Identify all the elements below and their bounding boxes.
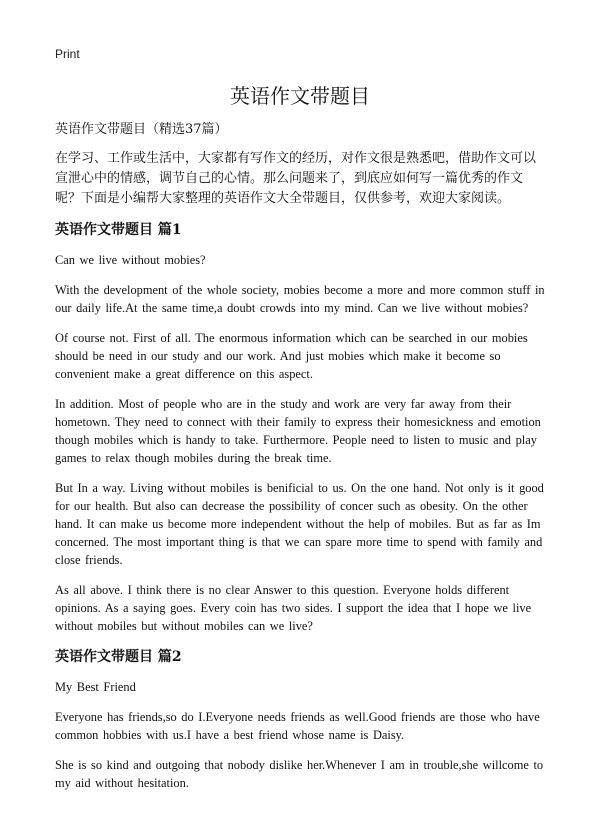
- essay-1: [55, 220, 545, 635]
- essay-heading: 英语作文带题目 篇1: [55, 222, 182, 238]
- document-body: [55, 121, 545, 804]
- essay-paragraph: As all above. I think there is no clear Answer to this question. Everyone holds different opinions. As a saying goes. Every coin has two sides. I support the idea that I hope we live without mobiles but without mobiles can we live?: [55, 583, 532, 633]
- page-title: 英语作文带题目: [230, 84, 370, 108]
- essay-paragraph: Everyone has friends,so do I.Everyone needs friends as well.Good friends are those who have common hobbies with us.I have a best friend whose name is Daisy.: [55, 710, 540, 742]
- essay-paragraph: In addition. Most of people who are in the study and work are very far away from their hometown. They need to connect with their family to express their homesickness and emotion though mobiles which is handy to take. Furthermore. People need to listen to music and play games to relax though mobiles during the break time.: [55, 397, 541, 465]
- essay-paragraph: Of course not. First of all. The enormous information which can be searched in our mobies should be need in our study and our work. And just mobies which make it become so convenient make a great difference on this aspect.: [55, 331, 528, 381]
- essay-paragraph: But In a way. Living without mobiles is benificial to us. On the one hand. Not only is it good for our health. But also can decrease the possibility of concer such as obesity. On the other hand. It can make us become more independent without the help of mobiles. But as far as Im concerned. The most important thing is that we can spare more time to spend with family and close friends.: [55, 481, 544, 567]
- print-link[interactable]: Print: [55, 47, 80, 61]
- essay-paragraph: She is so kind and outgoing that nobody dislike her.Whenever I am in trouble,she willcome to my aid without hesitation.: [55, 758, 544, 790]
- essay-paragraph: With the development of the whole society, mobies become a more and more common stuff in our daily life.At the same time,a doubt crowds into my mind. Can we live without mobies?: [55, 283, 545, 315]
- essay-title: My Best Friend: [55, 680, 136, 694]
- essay-2: [55, 647, 545, 792]
- document-subtitle: 英语作文带题目（精选37篇）: [55, 122, 228, 137]
- essay-title: Can we live without mobies?: [55, 253, 206, 267]
- essay-heading: 英语作文带题目 篇2: [55, 649, 182, 665]
- intro-paragraph: 在学习、工作或生活中，大家都有写作文的经历，对作文很是熟悉吧，借助作文可以宣泄心中的情感，调节自己的心情。那么问题来了，到底应如何写一篇优秀的作文呢？下面是小编帮大家整理的英语作文大全带题目，仅供参考，欢迎大家阅读。: [55, 151, 537, 206]
